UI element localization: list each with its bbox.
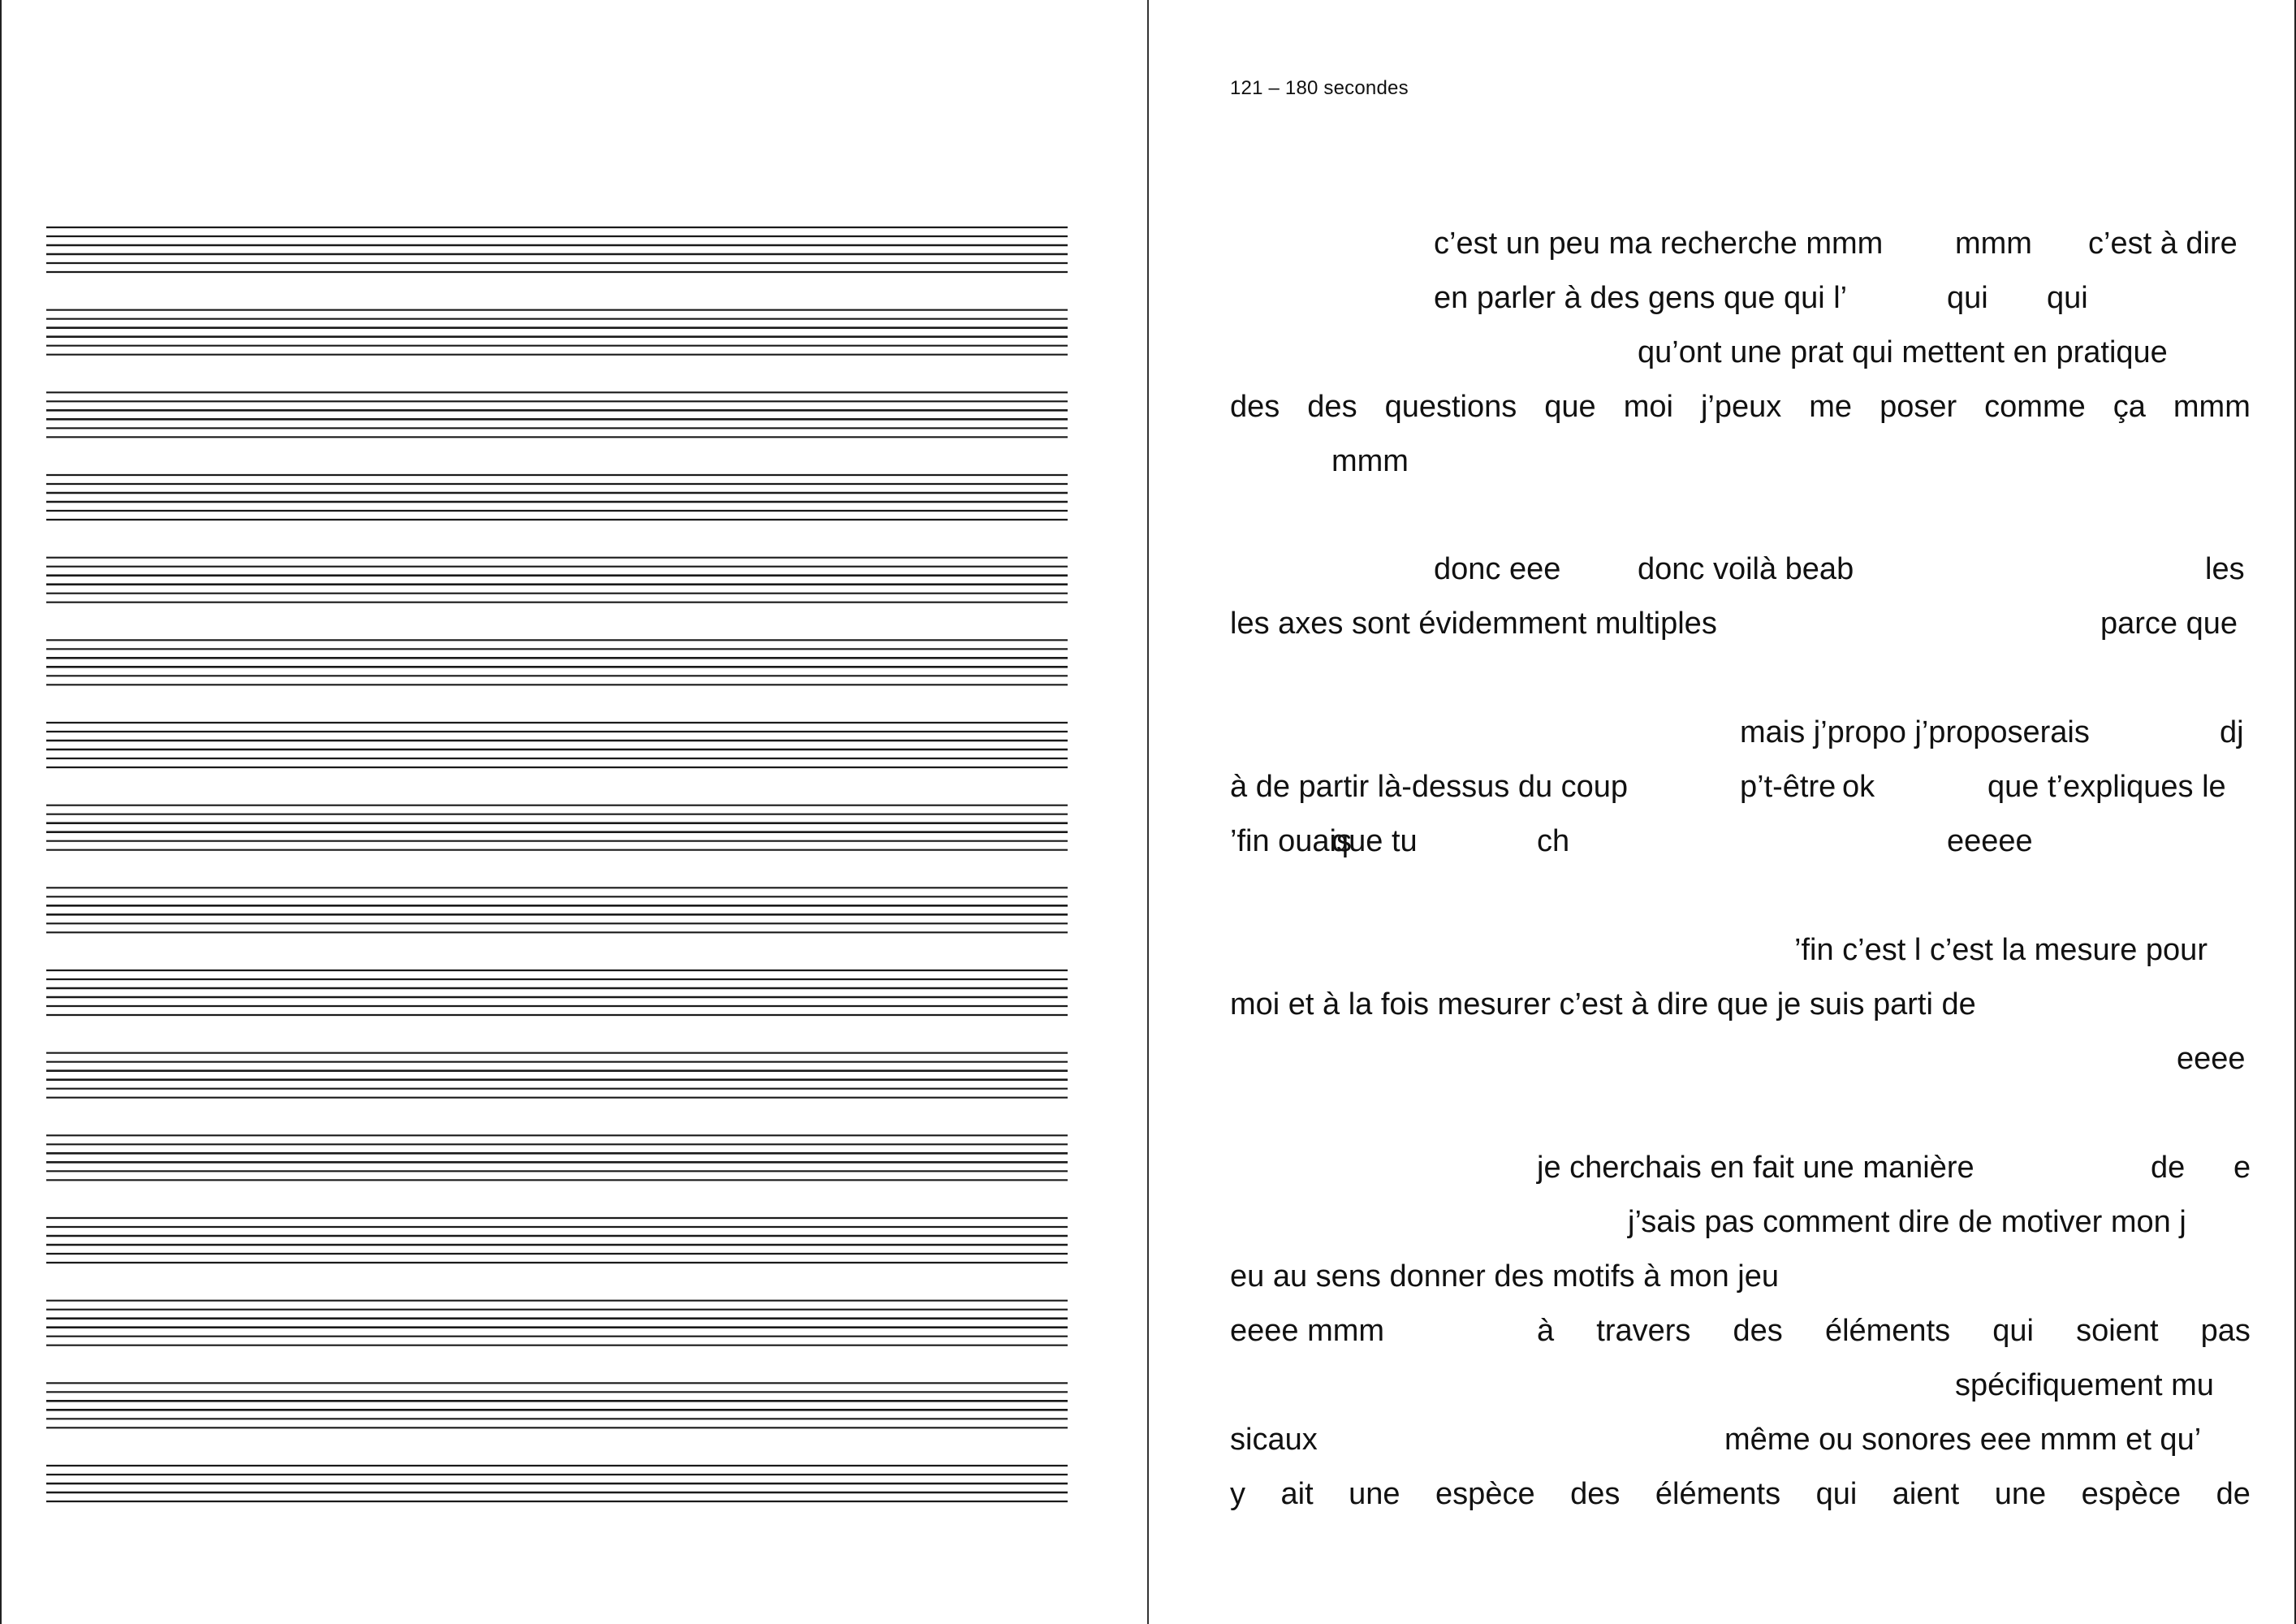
transcript-text-justified — [1230, 1476, 2251, 1512]
transcript-text: donc eee — [1434, 552, 1561, 586]
staff-system — [46, 1466, 1068, 1509]
staff-system — [46, 310, 1068, 355]
staff-system — [46, 558, 1068, 603]
transcript-text: que t’expliques le — [1987, 770, 2226, 804]
transcript-word: y — [1230, 1477, 1245, 1511]
staff-system — [46, 970, 1068, 1015]
transcript-word: qui — [1992, 1314, 2034, 1348]
staff-lines-graphic — [46, 226, 1068, 1509]
transcript-text: spécifiquement mu — [1955, 1368, 2214, 1402]
transcript-text: eu au sens donner des motifs à mon jeu — [1230, 1259, 1779, 1294]
transcript-word: des — [1733, 1314, 1783, 1348]
staff-system — [46, 888, 1068, 932]
staff-system — [46, 1383, 1068, 1427]
transcript-word: des — [1570, 1477, 1621, 1511]
transcript-word: ait — [1280, 1477, 1314, 1511]
transcript-text: c’est à dire — [2088, 227, 2238, 261]
transcript-word: mmm — [2173, 390, 2251, 424]
running-head: 121 – 180 secondes — [1230, 77, 1409, 99]
transcript-word: me — [1809, 390, 1853, 424]
transcript-text: eeeee — [1947, 824, 2033, 858]
transcript-text: en parler à des gens que qui l’ — [1434, 281, 1848, 315]
transcript-text: de — [2151, 1151, 2186, 1185]
transcript-word: comme — [1984, 390, 2086, 424]
transcript-text-justified — [1230, 389, 2251, 425]
transcript-text: que tu — [1331, 824, 1418, 858]
staff-paper — [46, 226, 1068, 1509]
transcript-text: qu’ont une prat qui mettent en pratique — [1638, 335, 2168, 369]
transcript-text: qui — [2047, 281, 2088, 315]
staff-system — [46, 475, 1068, 520]
transcript-word: ça — [2113, 390, 2146, 424]
transcript-word: des — [1307, 390, 1357, 424]
transcript-text: donc voilà beab — [1638, 552, 1854, 586]
transcript-word: pas — [2200, 1314, 2251, 1348]
transcript-text: sicaux — [1230, 1423, 1318, 1457]
transcript-text: ok — [1842, 770, 1875, 804]
transcript-text: les axes sont évidemment multiples — [1230, 607, 1717, 641]
transcript-text: j’sais pas comment dire de motiver mon j — [1628, 1205, 2186, 1239]
transcript-word: que — [1544, 390, 1596, 424]
transcript-text: mais j’propo j’proposerais — [1740, 715, 2090, 749]
transcript-word: de — [2216, 1477, 2251, 1511]
transcript-text: même ou sonores eee mmm et qu’ — [1724, 1423, 2202, 1457]
transcript-text-justified — [1537, 1313, 2251, 1349]
transcript-text: ’fin ouais — [1230, 824, 1352, 858]
transcript-text: qui — [1947, 281, 1988, 315]
transcript-text: e — [2233, 1151, 2251, 1185]
transcript-text: dj — [2220, 715, 2244, 749]
transcript-word: une — [1994, 1477, 2047, 1511]
transcript-word: qui — [1815, 1477, 1858, 1511]
transcript-text: eeee — [2177, 1042, 2246, 1076]
transcript-word: éléments — [1824, 1314, 1951, 1348]
staff-system — [46, 1053, 1068, 1098]
staff-system — [46, 1301, 1068, 1345]
transcript-word: à — [1537, 1314, 1555, 1348]
staff-system — [46, 1218, 1068, 1263]
staff-system — [46, 227, 1068, 272]
staff-system — [46, 806, 1068, 850]
transcript-word: des — [1230, 390, 1280, 424]
transcript-text: eeee mmm — [1230, 1314, 1385, 1348]
transcript-text: moi et à la fois mesurer c’est à dire que je suis parti de — [1230, 987, 1976, 1021]
transcript-word: j’peux — [1700, 390, 1782, 424]
transcript-text: p’t-être — [1740, 770, 1836, 804]
transcript-word: aient — [1892, 1477, 1960, 1511]
transcript-word: une — [1349, 1477, 1400, 1511]
transcript-word: moi — [1623, 390, 1673, 424]
transcript-text: ’fin c’est l c’est la mesure pour — [1794, 933, 2208, 967]
staff-system — [46, 723, 1068, 767]
transcript-word: espèce — [2081, 1477, 2182, 1511]
staff-system — [46, 640, 1068, 685]
transcript-word: poser — [1880, 390, 1957, 424]
transcript-text: les — [2205, 552, 2245, 586]
transcript-text: mmm — [1331, 444, 1409, 478]
staff-system — [46, 392, 1068, 437]
transcript-word: éléments — [1655, 1477, 1781, 1511]
transcript-text: mmm — [1955, 227, 2032, 261]
transcript-word: travers — [1596, 1314, 1691, 1348]
transcript-text: ch — [1537, 824, 1570, 858]
transcript-word: soient — [2076, 1314, 2159, 1348]
transcript-text: c’est un peu ma recherche mmm — [1434, 227, 1884, 261]
staff-system — [46, 1135, 1068, 1180]
transcript-word: questions — [1384, 390, 1517, 424]
transcript-text: parce que — [2100, 607, 2238, 641]
transcript-word: espèce — [1435, 1477, 1535, 1511]
transcript-text: à de partir là-dessus du coup — [1230, 770, 1629, 804]
transcript-text: je cherchais en fait une manière — [1537, 1151, 1974, 1185]
